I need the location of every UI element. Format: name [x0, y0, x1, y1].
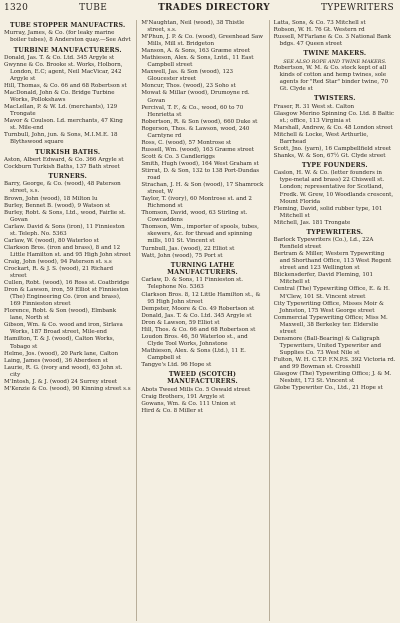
header-right: TYPEWRITERS [321, 3, 394, 13]
directory-entry: Robertson, W. M. & Co. stock kept of all kinds of cotton and hemp twines, sole agents for "Red Star" binder twine, 70 Gt. Clyde st [273, 65, 388, 93]
directory-entry: Rogerson, Thos. & Lawson, wood, 240 Carntyne rd [141, 125, 250, 139]
page-number: 1320 [4, 3, 29, 13]
directory-entry: Turnbull, John, jun. & Sons, M.I.M.E. 18 Blythswood square [4, 132, 118, 146]
directory-entry: Mathieson, Alex. & Sons (Ltd.), 11 E. Campbell st [141, 347, 246, 361]
section-heading: TURNERS. [48, 173, 87, 181]
section-heading: TYPE FOUNDERS. [301, 161, 368, 169]
cross-reference: SEE ALSO ROPE AND TWINE MAKERS. [283, 58, 387, 65]
directory-entry: Commercial Typewriting Office; Miss M. Maxwell, 38 Berkeley ter. Elderslie street [273, 314, 388, 335]
section-heading: TURBINE MANUFACTURERS. [13, 46, 122, 54]
directory-entry: Dron & Lawson, 59 Elliot st [141, 319, 220, 326]
directory-entry: Central (The) Typewriting Office, E. & H. M'Clew, 101 St. Vincent street [273, 286, 390, 300]
directory-entry: Barry, George, & Co. (wood), 48 Paterson street, s.s. [4, 181, 121, 195]
section-heading: TWEED (SCOTCH) MANUFACTURERS. [167, 371, 238, 386]
directory-entry: Abots Tweed Mills Co. 5 Oswald street [141, 386, 251, 393]
directory-entry: Densmore (Ball-Bearing) & Caligraph Typewriters, United Typewriter and Supplies Co. 73 West Nile st [273, 335, 382, 356]
directory-entry: Glasgow Merino Spinning Co. Ltd. 8 Baltic st.; office, 113 Virginia st [273, 110, 394, 124]
directory-entry: Cockburn Turkish Baths, 137 Bath street [4, 163, 120, 170]
directory-entry: Mowat & Millar (wood), Drumoyne rd. Govan [141, 90, 250, 104]
directory-entry: Bertram & Miller, Western Typewriting and Shorthand Office, 113 West Regent street and 123 Wellington st [273, 251, 392, 272]
directory-entry: Helme, Jos. (wood), 20 Park lane, Calton [4, 350, 119, 357]
directory-entry: Fraser, R. 31 West st. Calton [273, 103, 355, 110]
directory-entry: Cullen, Robt. (wood), 16 Ross st. Coatbridge [4, 280, 130, 287]
directory-entry: MacLellan, P. & W. Ld. (merchants), 129 Trongate [4, 104, 118, 118]
directory-entry: M'Kenzie & Co. (wood), 90 Kinning street s.s [4, 385, 131, 392]
section-heading: TWISTERS. [314, 95, 356, 103]
directory-entry: Laurie, R. G. (ivory and wood), 63 John st. city [4, 364, 123, 378]
directory-entry: Mavor & Coulson. Ld. merchants, 47 King st. Mile-end [4, 118, 123, 132]
column-3 [269, 20, 396, 621]
section-heading: TUBE STOPPER MANUFACTRS. [10, 22, 126, 29]
directory-entry: Brown, John (wood), 18 Milton lu [4, 195, 98, 202]
directory-entry: Donald, Jas. T. & Co. Ltd. 345 Argyle st [141, 312, 252, 319]
section-heading: TYPEWRITERS. [306, 228, 364, 236]
directory-entry: MacDonald, John & Co. Bridge Turbine Works, Pollokshaws [4, 90, 115, 104]
directory-entry: Dron & Lawson, iron, 59 Elliot st Finnieston (The) Engineering Co. (iron and brass), 169 Finnieston street [4, 287, 129, 308]
directory-entry: Loudon Bros. 46, 50 Waterloo st., and Clyde Tool Works, Johnstone [141, 333, 248, 347]
section-heading: TURKISH BATHS. [35, 148, 101, 156]
directory-entry: Hill, Thos. & Co. 66 and 68 Robertson st [141, 326, 256, 333]
directory-entry: Shanks, W. & Son, 67½ Gt. Clyde street [273, 152, 386, 159]
directory-entry: Craig Brothers, 191 Argyle st [141, 393, 225, 400]
header-title: TRADES DIRECTORY [158, 3, 271, 13]
directory-entry: City Typewriting Office, Misses Moir & Johnston, 175 West George street [273, 300, 384, 314]
directory-entry: Maxwell, Jas. & Son (wood), 123 Gloucester street [141, 69, 234, 83]
directory-entry: Gowans, Wm. & Co. 111 Union st [141, 400, 236, 407]
directory-entry: Mitchell, Jas. 181 Trongate [273, 219, 351, 226]
directory-entry: Fulton, W. H. C.T.P. F.N.P.S. 392 Victoria rd. and 99 Bowman st. Crosshill [273, 356, 396, 370]
directory-entry: M'Intosh, J. & J. (wood) 24 Surrey street [4, 378, 118, 385]
directory-entry: Carlaw, W. (wood), 80 Waterloo st [4, 237, 99, 244]
directory-entry: Crockart, R. & J. S. (wood), 21 Richard street [4, 265, 114, 280]
directory-entry: Tangye's Ltd. 96 Hope st [141, 361, 212, 368]
directory-entry: Robertson, R. & Son (wood), 660 Duke st [141, 118, 258, 125]
section-heading: TWINE MAKERS. [303, 50, 367, 58]
directory-entry: Donald, Jas. T. & Co. Ltd. 345 Argyle st [4, 54, 115, 61]
columns [4, 20, 396, 621]
directory-entry: Fleming, David, solid rubber type, 101 Mitchell st [273, 205, 383, 219]
directory-entry: Marshall, Andrew, & Co. 48 London street [273, 124, 393, 131]
directory-entry: Florence, Robt. & Son (wood), Elmbank lane, North st [4, 308, 117, 322]
directory-entry: Craig, John (wood), 94 Paterson st. s.s [4, 258, 112, 265]
directory-entry: Aston, Albert Edward, & Co. 366 Argyle st [4, 156, 124, 163]
header-left: TUBE [79, 3, 108, 13]
directory-entry: Laing, James (wood), 36 Aberdeen st [4, 357, 108, 364]
directory-entry: Percival, T. F., & Co., wood, 60 to 70 Henrietta st [141, 104, 244, 118]
directory-entry: Taylor, T. (ivory), 60 Montrose st. and 2 Richmond st [141, 196, 252, 210]
directory-entry: Barlock Typewriters (Co.), Ld., 22A Renfield street [273, 237, 374, 251]
directory-entry: Murray, James, & Co. (for leaky marine boiler tubes), 8 Anderston quay.—See Advt [4, 30, 131, 44]
directory-entry: Glasgow (The) Typewriting Office; J. & M. Nesbitt, 173 St. Vincent st [273, 371, 392, 385]
directory-entry: Globe Typewriter Co., Ltd., 21 Hope st [273, 385, 383, 392]
directory-entry: Dempster, Moore & Co. 49 Robertson st [141, 305, 255, 312]
directory-entry: Turnbull, Jas. (wood), 22 Elliot st [141, 245, 235, 252]
directory-entry: Russell, M'Farlane & Co. 3 National Bank bdgs. 47 Queen street [273, 34, 392, 48]
directory-entry: Russell, Wm. (wood), 163 Græme street [141, 146, 254, 153]
directory-entry: Gwynne & Co. Brooke st. Works, Holborn, London, E.C; agent, Neil MacVicar, 242 Argyle st [4, 61, 123, 83]
column-1 [4, 20, 131, 621]
directory-entry: Moncur, Thos. (wood), 23 Soho st [141, 83, 236, 90]
directory-entry: Scott, Jno. (yarn), 16 Campbellfield street [273, 145, 392, 152]
directory-entry: M'Naughtan, Neil (wood), 38 Thistle street, s.s. [141, 20, 245, 34]
directory-entry: Stirrat, D. & Son, 132 to 138 Port-Dundas road [141, 167, 260, 182]
directory-entry: Thomson, Wm., importer of spools, tubes, skewers, &c. for thread and spinning mills, 101 St. Vincent st [141, 224, 259, 245]
directory-entry: Hill, Thomas, & Co. 66 and 68 Robertson st [4, 83, 127, 90]
directory-entry: Caslon, H. W. & Co. (letter founders in type-metal and brass) 22 Chiswell st. London; representative for Scotland, Fredk. W. Grew, 10 Woodlands crescent, Mount Florida [273, 170, 394, 205]
section-heading: TURNING LATHE MANUFACTURERS. [167, 261, 238, 276]
directory-entry: Thomson, David, wood, 63 Stirling st. Cowcaddens [141, 210, 248, 224]
directory-entry: Manson, A. & Sons, 163 Græme street [141, 48, 250, 55]
directory-entry: M'Phun, J. P. & Co. (wood), Greenhead Saw Mills, Mill st. Bridgeton [141, 34, 264, 48]
directory-entry: Watt, John (wood), 75 Port st [141, 252, 223, 259]
directory-entry: Clarkson Bros. (iron and brass), 8 and 12 Little Hamilton st. and 95 High John street [4, 244, 131, 258]
page-header [4, 3, 394, 17]
directory-entry: Mathieson, Alex. & Sons, Lntd., 11 East Campbell street [141, 55, 254, 69]
directory-entry: Mitchell & Locke, West Arthurlie, Barrhead [273, 131, 369, 145]
directory-entry: Strachan, J. H. & Son (wood), 17 Shamrock street, W [141, 182, 264, 196]
directory-entry: Carlaw, D. & Sons, 11 Finnieston st. Telephone No. 5363 [141, 277, 244, 291]
directory-entry: Burley, Robt. & Sons, Ltd., wood, Fairlie st. Govan [4, 209, 126, 223]
directory-entry: Hamilton, T. & J. (wood), Calton Works, Tobago st [4, 336, 115, 350]
directory-entry: Smith, Hugh (wood), 164 West Graham st [141, 160, 259, 167]
directory-entry: Latta, Sons, & Co. 73 Mitchell st [273, 20, 366, 26]
directory-entry: Blickensderfer, David Fleming, 101 Mitchell st [273, 272, 373, 286]
directory-entry: Ross, C. (wood), 57 Montrose st [141, 139, 232, 146]
directory-entry: Scott & Co. 3 Candleriggs [141, 153, 215, 160]
directory-entry: Burley, Bennet B. (wood), 9 Watson st [4, 202, 111, 209]
column-2 [136, 20, 263, 621]
directory-entry: Clarkson Bros. 8, 12 Little Hamilton st., & 95 High John street [141, 291, 261, 305]
directory-entry: Gibson, Wm. & Co. wood and iron, Sirlava Works, 187 Broad street, Mile-end [4, 322, 123, 336]
directory-entry: Robson, W. H. 76 Gt. Western rd [273, 27, 365, 34]
directory-entry: Hird & Co. 8 Miller st [141, 407, 203, 414]
directory-entry: Carlaw. David & Sons (iron), 11 Finnieston st. Teleph. No. 5363 [4, 223, 125, 237]
